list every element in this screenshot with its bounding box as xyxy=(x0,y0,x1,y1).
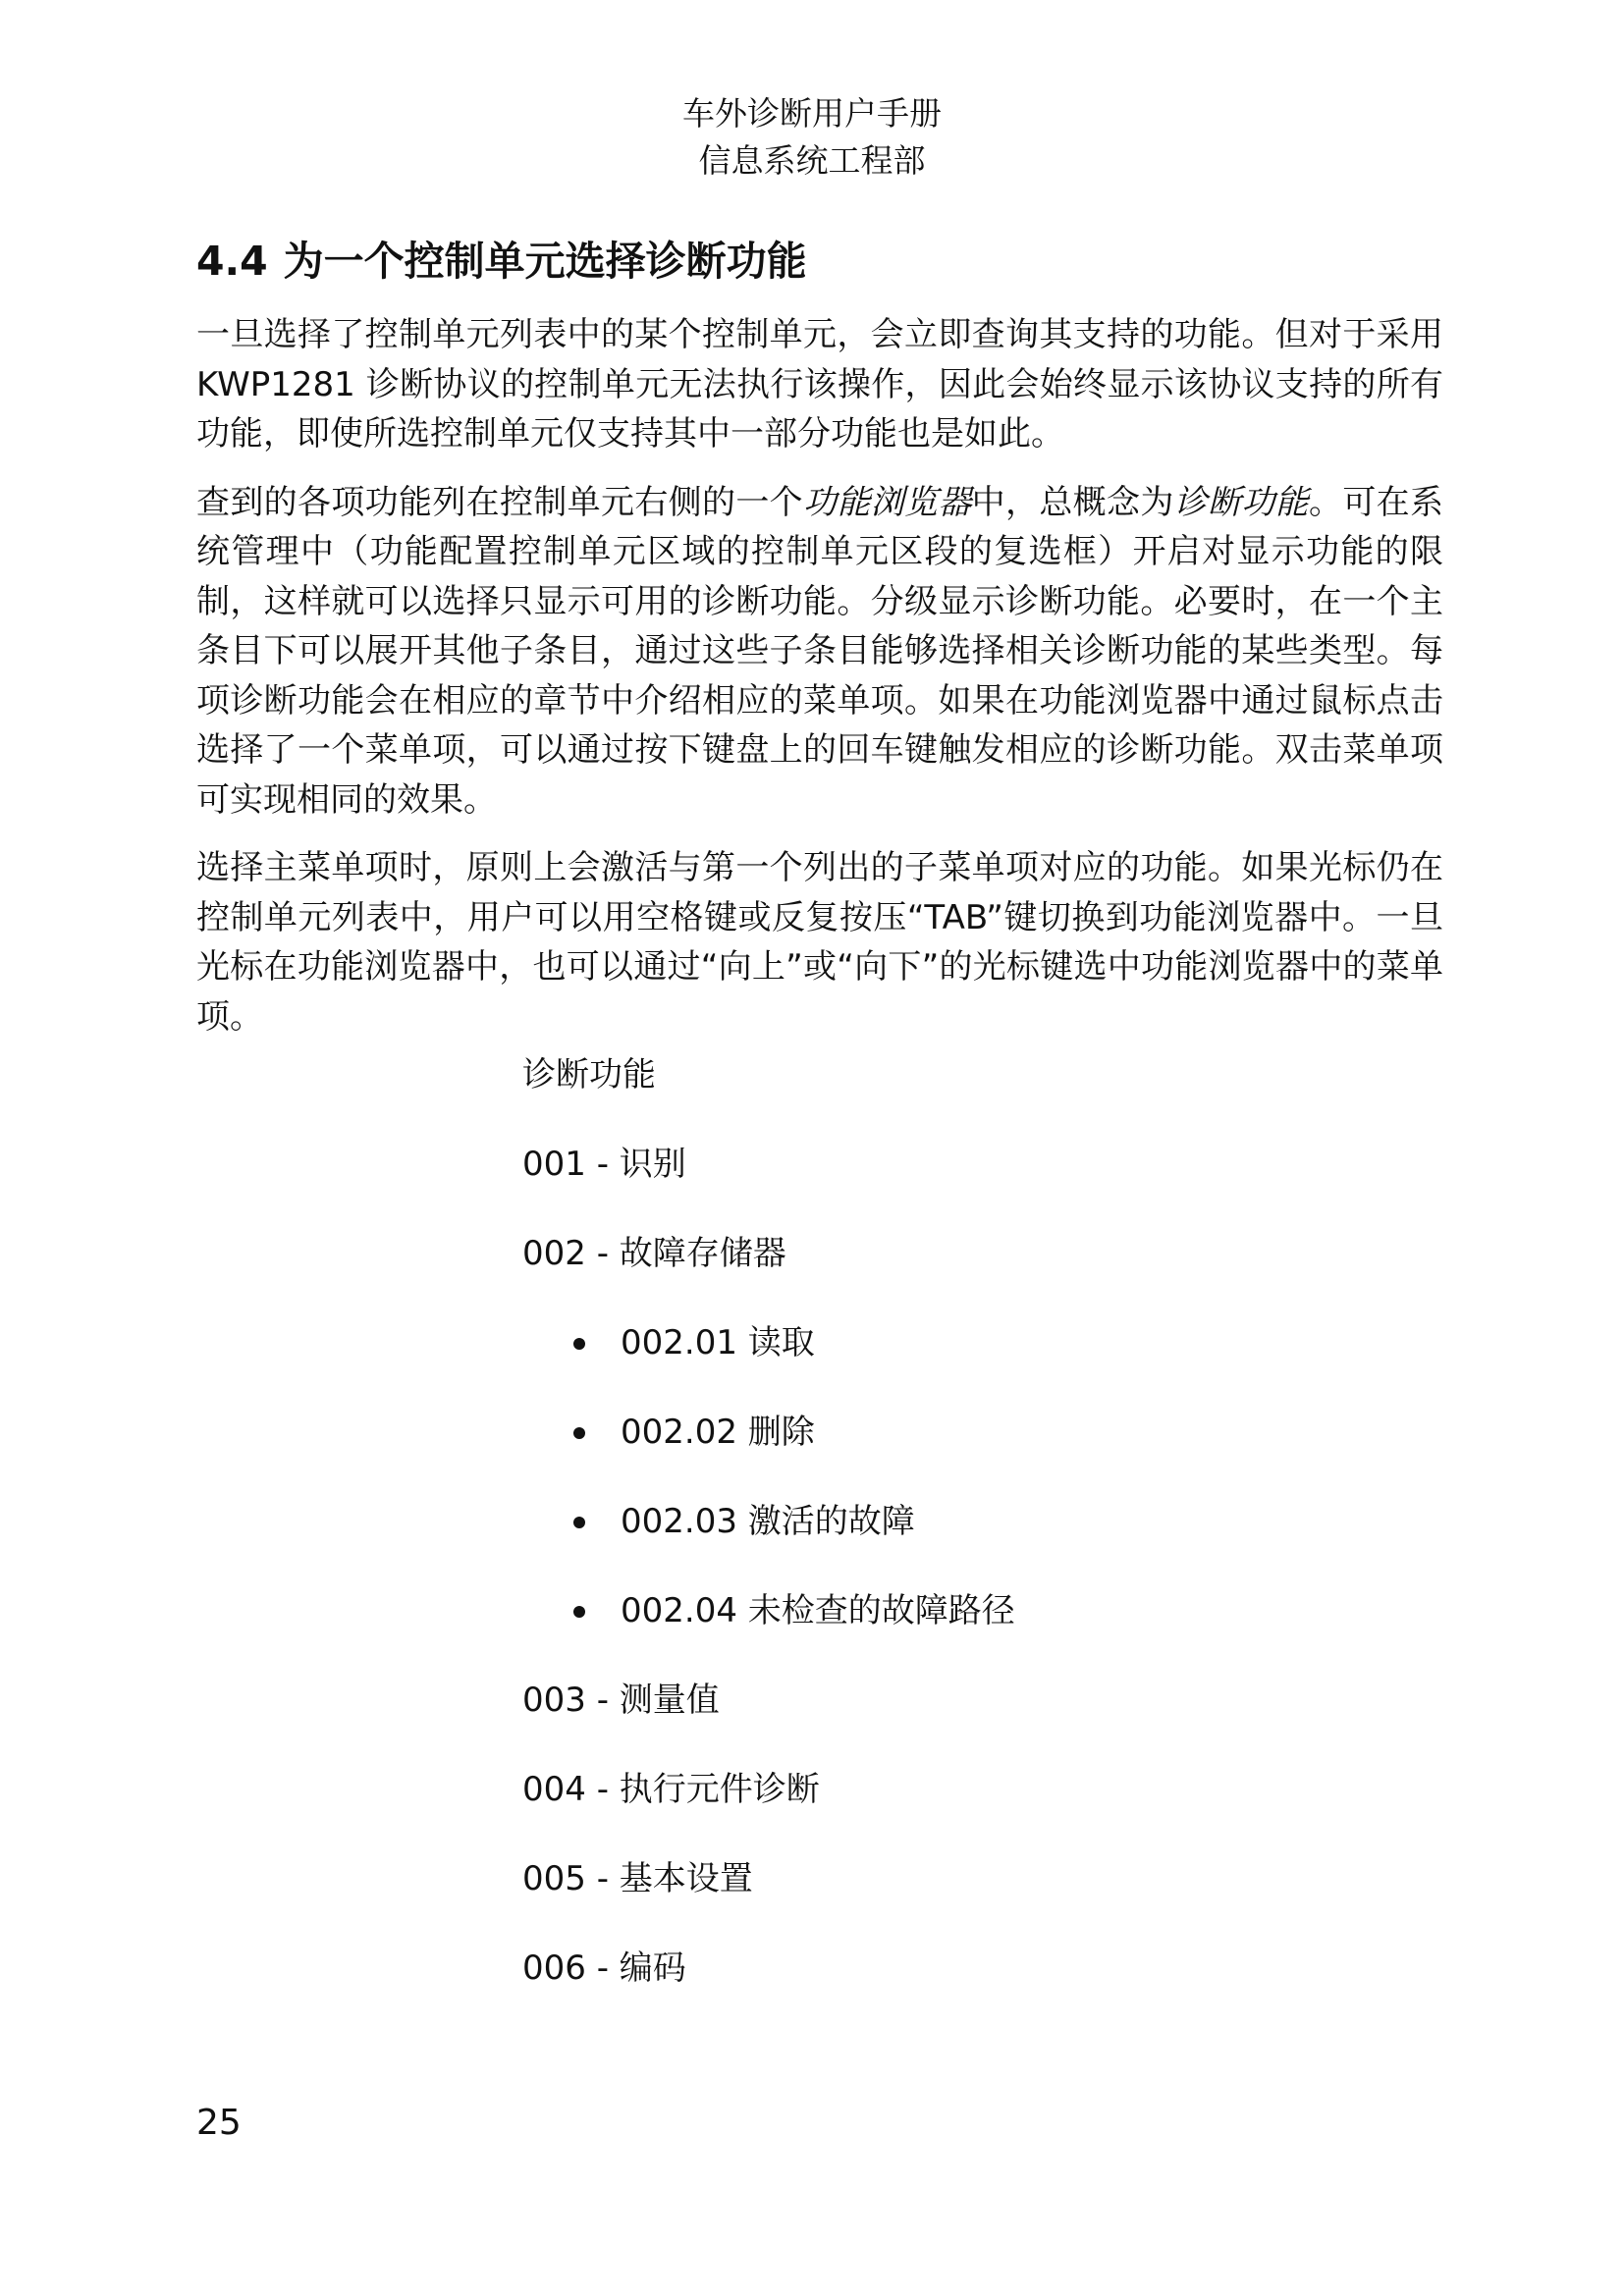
bullet-icon xyxy=(573,1606,585,1618)
term-function-browser: 功能浏览器 xyxy=(803,482,972,522)
paragraph-2-middle: 中，总概念为 xyxy=(971,482,1174,522)
paragraph-1: 一旦选择了控制单元列表中的某个控制单元，会立即查询其支持的功能。但对于采用 KWP1281 诊断协议的控制单元无法执行该操作，因此会始终显示该协议支持的所有功能，即使所选控制单元仅支持其中一部分功能也是如此。 xyxy=(196,315,1443,454)
submenu-item-002-03 xyxy=(573,1497,915,1546)
paragraph-2 xyxy=(196,478,1443,826)
bullet-icon xyxy=(573,1338,585,1350)
body-text xyxy=(196,310,1443,1060)
section-title: 为一个控制单元选择诊断功能 xyxy=(283,238,807,285)
submenu-item-label: 002.01 读取 xyxy=(621,1323,815,1362)
submenu-item-label: 002.04 未检查的故障路径 xyxy=(621,1591,1015,1630)
paragraph-2-end: 。可在系统管理中（功能配置控制单元区域的控制单元区段的复选框）开启对显示功能的限制，这样就可以选择只显示可用的诊断功能。分级显示诊断功能。必要时，在一个主条目下可以展开其他子条目，通过这些子条目能够选择相关诊断功能的某些类型。每项诊断功能会在相应的章节中介绍相应的菜单项。如果在功能浏览器中通过鼠标点击选择了一个菜单项，可以通过按下键盘上的回车键触发相应的诊断功能。双击菜单项可实现相同的效果。 xyxy=(196,482,1444,820)
menu-item-004: 004 - 执行元件诊断 xyxy=(522,1770,820,1809)
submenu-item-label: 002.03 激活的故障 xyxy=(621,1502,915,1541)
menu-item-001: 001 - 识别 xyxy=(522,1145,686,1184)
submenu-item-002-02 xyxy=(573,1408,815,1457)
menu-item-006: 006 - 编码 xyxy=(522,1949,686,1988)
menu-item-003: 003 - 测量值 xyxy=(522,1681,720,1720)
menu-item-002: 002 - 故障存储器 xyxy=(522,1234,786,1273)
paragraph-2-start: 查到的各项功能列在控制单元右侧的一个 xyxy=(196,482,803,522)
section-heading xyxy=(196,234,807,289)
submenu-item-label: 002.02 删除 xyxy=(621,1413,815,1452)
bullet-icon xyxy=(573,1427,585,1439)
section-number: 4.4 xyxy=(196,238,268,285)
header-manual-title: 车外诊断用户手册 xyxy=(682,94,942,133)
paragraph-3: 选择主菜单项时，原则上会激活与第一个列出的子菜单项对应的功能。如果光标仍在控制单元列表中，用户可以用空格键或反复按压“TAB”键切换到功能浏览器中。一旦光标在功能浏览器中，也可以通过“向上”或“向下”的光标键选中功能浏览器中的菜单项。 xyxy=(196,848,1443,1037)
menu-item-005: 005 - 基本设置 xyxy=(522,1859,753,1898)
bullet-icon xyxy=(573,1517,585,1528)
menu-title: 诊断功能 xyxy=(522,1055,656,1095)
submenu-item-002-01 xyxy=(573,1318,815,1367)
header-department: 信息系统工程部 xyxy=(698,141,926,180)
term-diagnostic-function: 诊断功能 xyxy=(1173,482,1310,522)
document-header xyxy=(0,90,1624,185)
submenu-item-002-04 xyxy=(573,1586,1015,1635)
page-number: 25 xyxy=(196,2103,242,2143)
